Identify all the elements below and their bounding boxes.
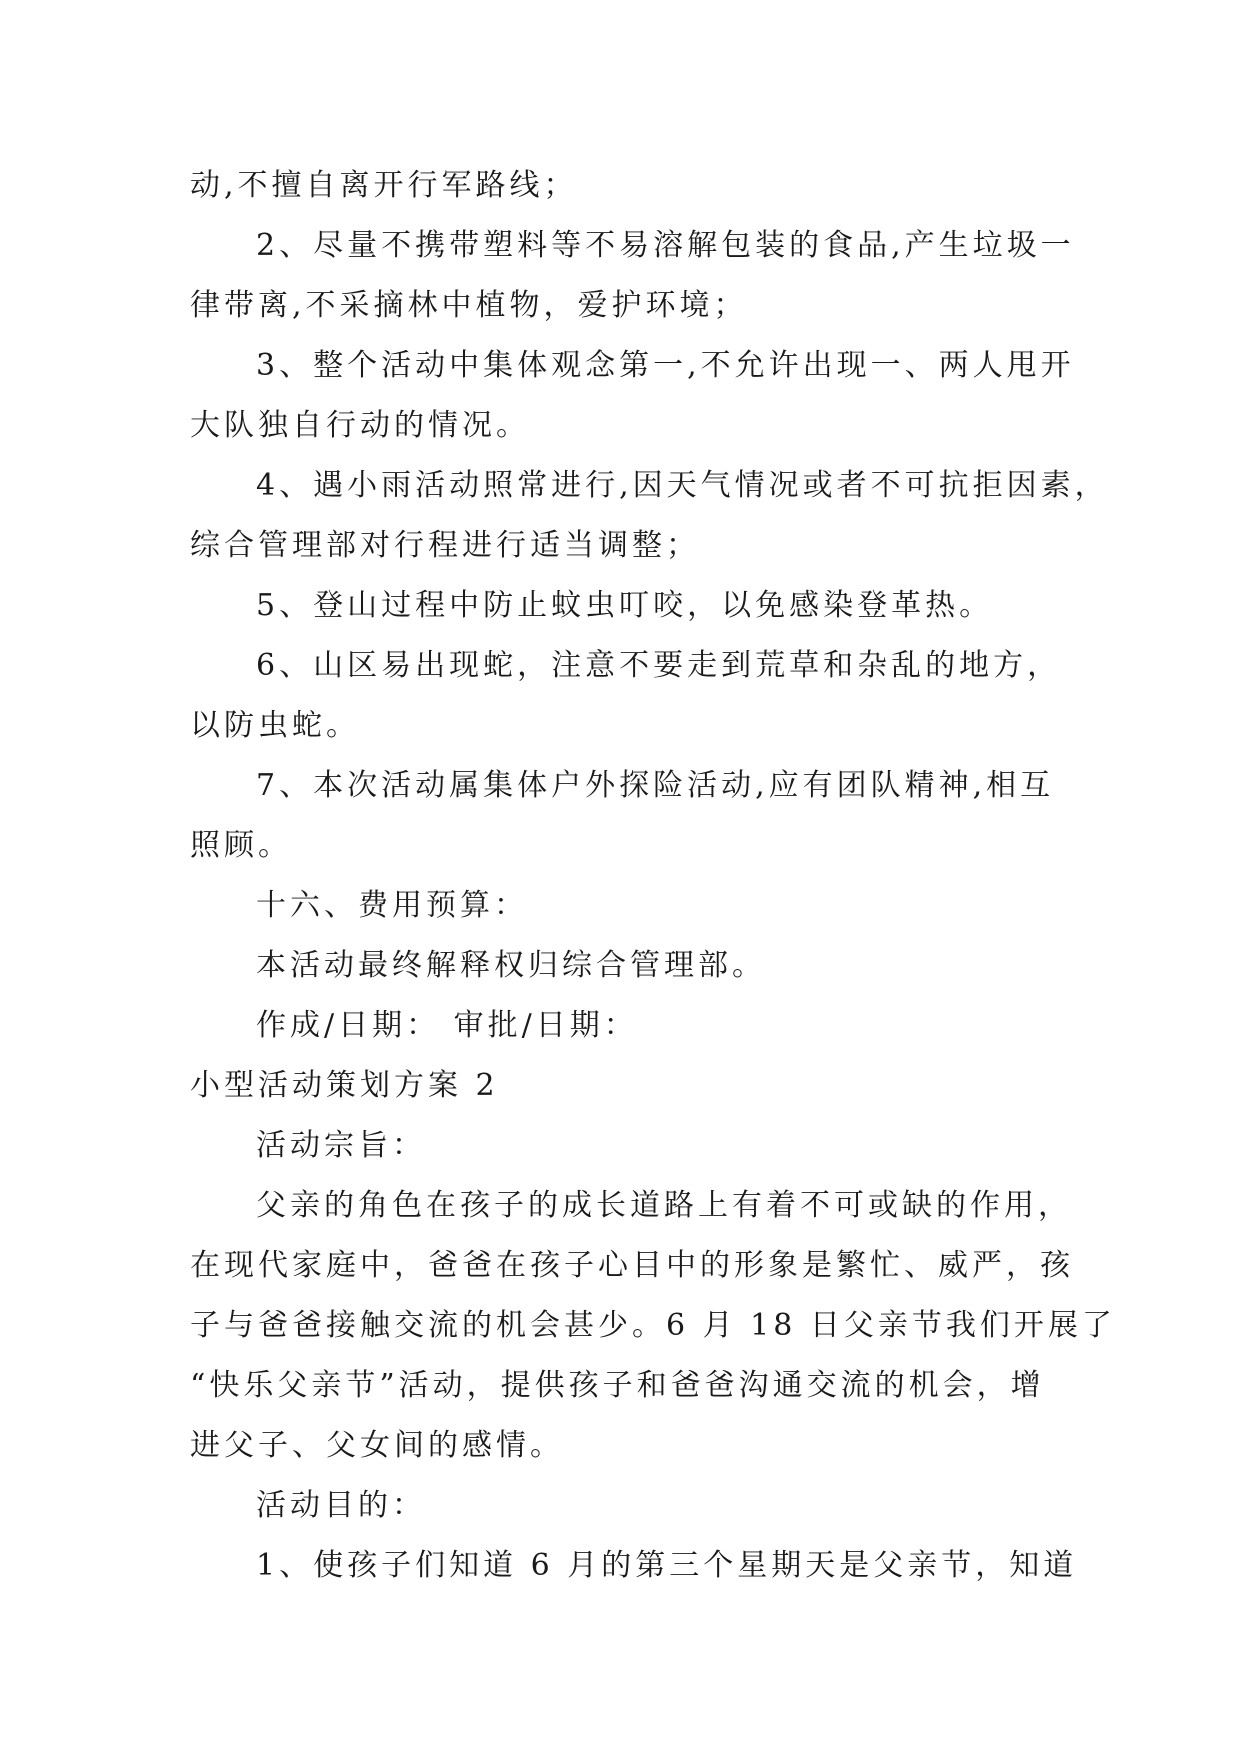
text-line: 1、使孩子们知道 6 月的第三个星期天是父亲节，知道 (256, 1548, 1078, 1583)
section-heading: 活动目的： (256, 1488, 426, 1523)
signature-line: 作成/日期： 审批/日期： (256, 1008, 638, 1043)
text-line: 5、登山过程中防止蚊虫叮咬，以免感染登革热。 (256, 588, 994, 623)
text-line: 父亲的角色在孩子的成长道路上有着不可或缺的作用， (256, 1188, 1072, 1223)
text-line: 律带离,不采摘林中植物，爱护环境； (190, 288, 748, 323)
text-line: 综合管理部对行程进行适当调整； (190, 528, 700, 563)
text-line: 动,不擅自离开行军路线； (190, 168, 578, 203)
text-line: 以防虫蛇。 (190, 708, 360, 743)
text-line: 本活动最终解释权归综合管理部。 (256, 948, 766, 983)
text-line: 4、遇小雨活动照常进行,因天气情况或者不可抗拒因素， (256, 468, 1109, 503)
text-line: 6、山区易出现蛇，注意不要走到荒草和杂乱的地方， (256, 648, 1062, 683)
text-line: 2、尽量不携带塑料等不易溶解包装的食品,产生垃圾一 (256, 228, 1075, 263)
document-title: 小型活动策划方案 2 (190, 1068, 499, 1103)
text-line: 子与爸爸接触交流的机会甚少。6 月 18 日父亲节我们开展了 (190, 1308, 1116, 1343)
text-line: “快乐父亲节”活动，提供孩子和爸爸沟通交流的机会，增 (190, 1368, 1045, 1403)
text-line: 大队独自行动的情况。 (190, 408, 530, 443)
text-line: 进父子、父女间的感情。 (190, 1428, 564, 1463)
text-line: 7、本次活动属集体户外探险活动,应有团队精神,相互 (256, 768, 1055, 803)
section-heading: 活动宗旨： (256, 1128, 426, 1163)
text-line: 3、整个活动中集体观念第一,不允许出现一、两人甩开 (256, 348, 1075, 383)
text-line: 照顾。 (190, 828, 292, 863)
section-heading: 十六、费用预算： (256, 888, 528, 923)
text-line: 在现代家庭中，爸爸在孩子心目中的形象是繁忙、威严，孩 (190, 1248, 1074, 1283)
